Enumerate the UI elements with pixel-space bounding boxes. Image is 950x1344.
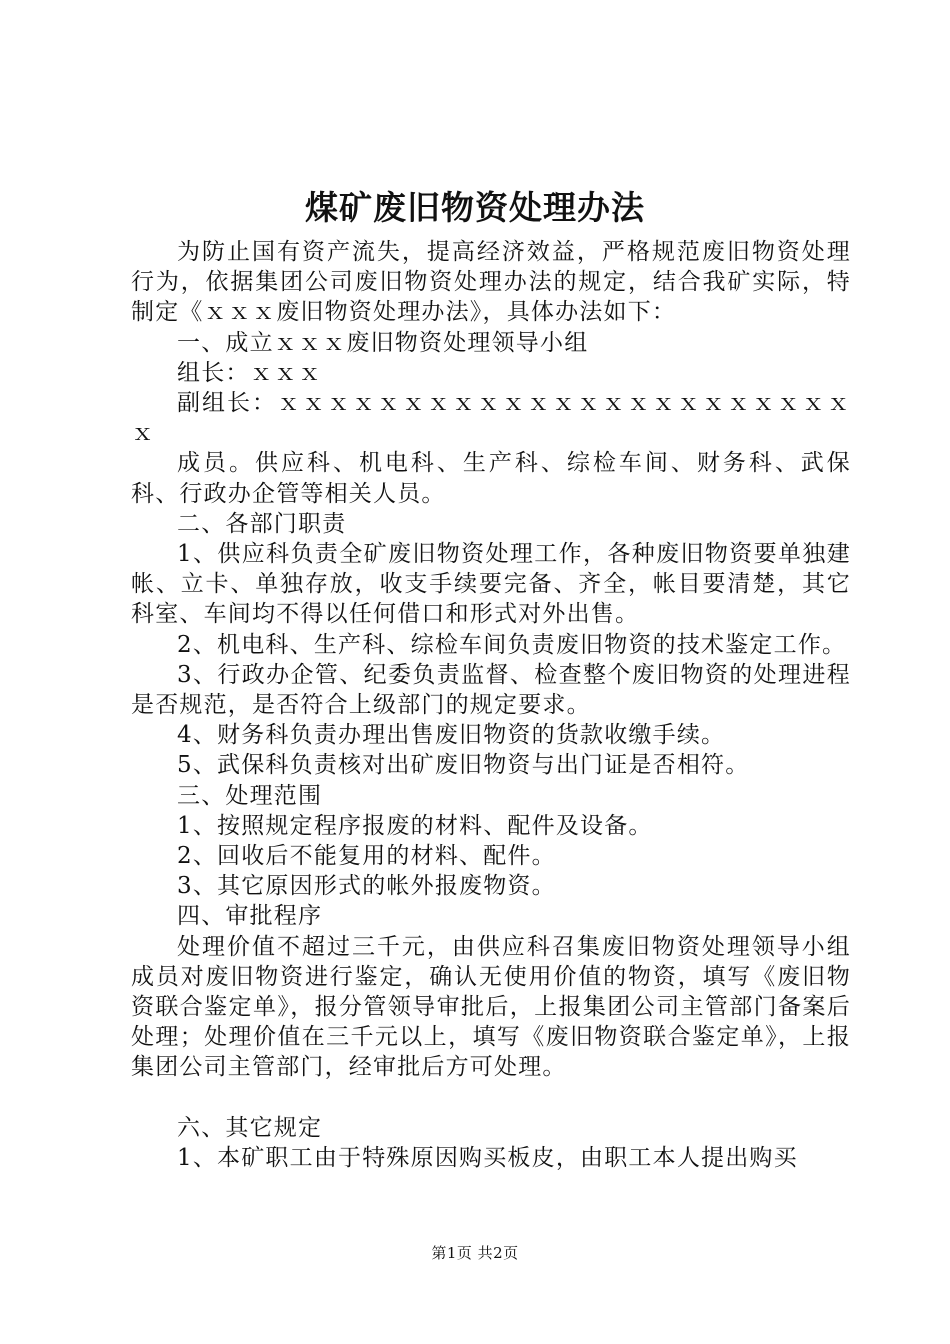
- other-rule-item-1: 1、本矿职工由于特殊原因购买板皮，由职工本人提出购买: [177, 1144, 798, 1171]
- approval-paragraph: 处理价值不超过三千元，由供应科召集废旧物资处理领导小组成员对废旧物资进行鉴定，确认无使用价值的物资，填写《废旧物资联合鉴定单》，报分管领导审批后，上报集团公司主管部门备案后处理；处理价值在三千元以上，填写《废旧物资联合鉴定单》，上报集团公司主管部门，经审批后方可处理。: [131, 933, 851, 1081]
- section-heading-other-rules: 六、其它规定: [177, 1114, 323, 1141]
- section-heading-scope: 三、处理范围: [177, 782, 323, 809]
- members-paragraph: 成员。供应科、机电科、生产科、综检车间、财务科、武保科、行政办企管等相关人员。: [131, 450, 851, 507]
- responsibility-item-4: 4、财务科负责办理出售废旧物资的货款收缴手续。: [177, 722, 726, 749]
- scope-item-2: 2、回收后不能复用的材料、配件。: [177, 843, 556, 870]
- intro-paragraph: 为防止国有资产流失，提高经济效益，严格规范废旧物资处理行为，依据集团公司废旧物资处理办法的规定，结合我矿实际，特制定《ｘｘｘ废旧物资处理办法》，具体办法如下：: [131, 239, 851, 326]
- section-heading-approval: 四、审批程序: [177, 903, 323, 930]
- section-heading-responsibilities: 二、各部门职责: [177, 510, 347, 537]
- responsibility-item-2: 2、机电科、生产科、综检车间负责废旧物资的技术鉴定工作。: [177, 631, 847, 658]
- section-heading-leadership-group: 一、成立ｘｘｘ废旧物资处理领导小组: [177, 329, 589, 356]
- scope-item-1: 1、按照规定程序报废的材料、配件及设备。: [177, 812, 653, 839]
- deputy-leader-line: 副组长：ｘｘｘｘｘｘｘｘｘｘｘｘｘｘｘｘｘｘｘｘｘｘｘｘ: [131, 390, 851, 447]
- page-footer: 第1页 共2页: [431, 1244, 519, 1262]
- responsibility-item-3: 3、行政办企管、纪委负责监督、检查整个废旧物资的处理进程是否规范，是否符合上级部门的规定要求。: [131, 661, 851, 719]
- document-body: [131, 237, 851, 1173]
- document-title: 煤矿废旧物资处理办法: [305, 188, 645, 227]
- group-leader-line: 组长：ｘｘｘ: [177, 359, 323, 386]
- responsibility-item-1: 1、供应科负责全矿废旧物资处理工作，各种废旧物资要单独建帐、立卡、单独存放，收支手续要完备、齐全，帐目要清楚，其它科室、车间均不得以任何借口和形式对外出售。: [131, 541, 851, 628]
- scope-item-3: 3、其它原因形式的帐外报废物资。: [177, 873, 556, 900]
- responsibility-item-5: 5、武保科负责核对出矿废旧物资与出门证是否相符。: [177, 752, 750, 779]
